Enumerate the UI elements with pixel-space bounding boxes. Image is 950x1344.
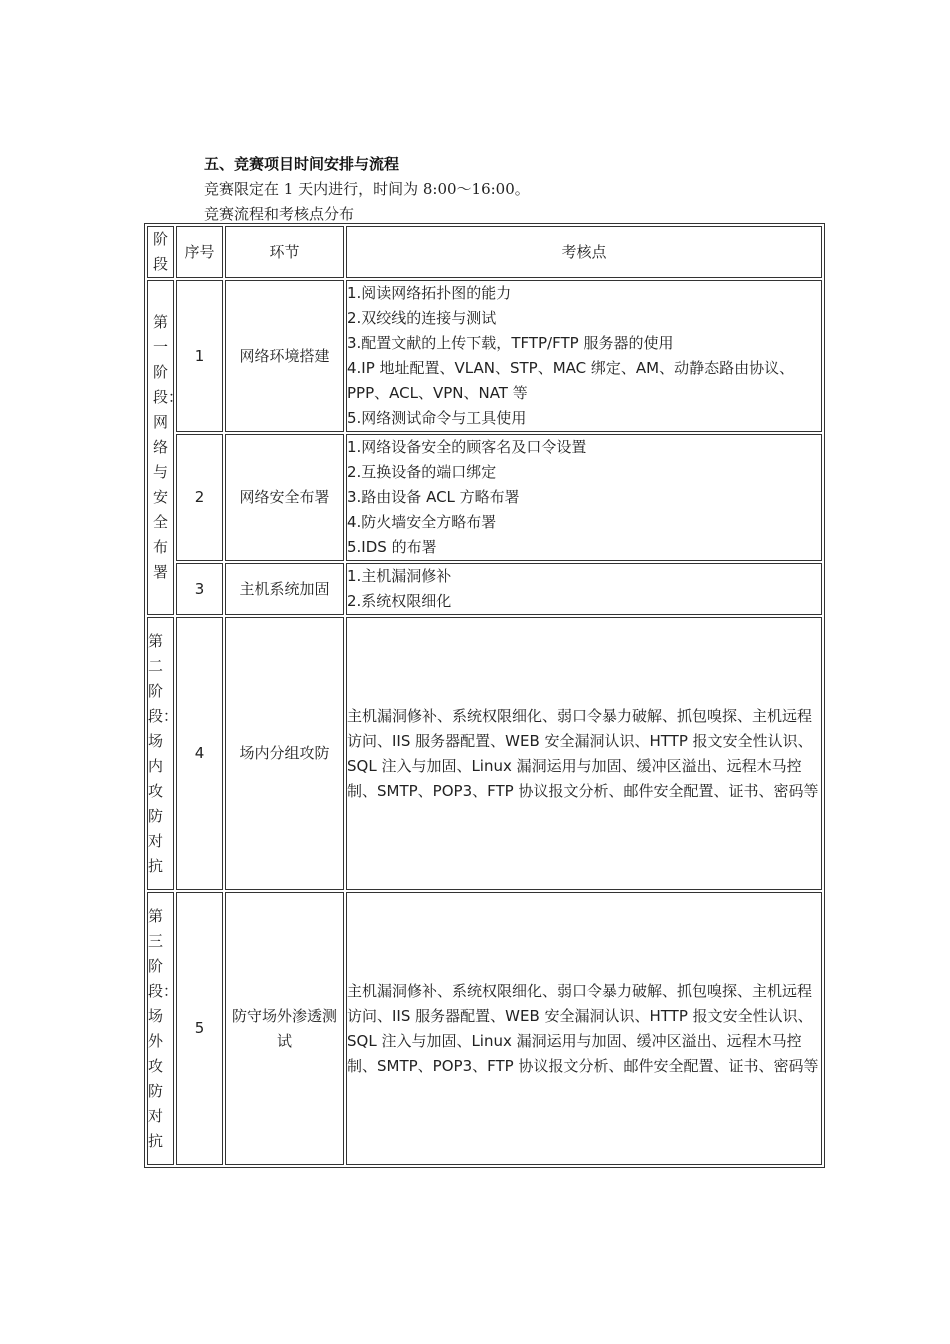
header-segment: 环节 <box>225 226 344 278</box>
row-points: 1.阅读网络拓扑图的能力 2.双绞线的连接与测试 3.配置文献的上传下载，TFTP/FTP 服务器的使用 4.IP 地址配置、VLAN、STP、MAC 绑定、AM、动静态路由协议、PPP、ACL、VPN、NAT 等 5.网络测试命令与工具使用 <box>346 280 822 432</box>
row-segment: 网络安全布署 <box>225 434 344 561</box>
stage-3-cell: 第三阶段：场外攻防对抗 <box>147 892 174 1165</box>
table-row <box>147 892 822 1165</box>
intro-line: 竞赛限定在 1 天内进行，时间为 8:00～16:00。 <box>204 180 530 198</box>
row-segment: 主机系统加固 <box>225 563 344 615</box>
row-number: 1 <box>176 280 223 432</box>
row-points: 主机漏洞修补、系统权限细化、弱口令暴力破解、抓包嗅探、主机远程访问、IIS 服务器配置、WEB 安全漏洞认识、HTTP 报文安全性认识、SQL 注入与加固、Linux 漏洞运用与加固、缓冲区溢出、远程木马控制、SMTP、POP3、FTP 协议报文分析、邮件安全配置、证书、密码等 <box>346 617 822 890</box>
row-number: 3 <box>176 563 223 615</box>
stage-1-cell: 第一阶段：网络与安全布署 <box>147 280 174 615</box>
table-caption: 竞赛流程和考核点分布 <box>204 205 355 223</box>
row-number: 4 <box>176 617 223 890</box>
row-number: 5 <box>176 892 223 1165</box>
table-row <box>147 617 822 890</box>
table-header-row <box>147 226 822 278</box>
header-points: 考核点 <box>346 226 822 278</box>
competition-schedule-table <box>144 223 825 1168</box>
row-points: 主机漏洞修补、系统权限细化、弱口令暴力破解、抓包嗅探、主机远程访问、IIS 服务器配置、WEB 安全漏洞认识、HTTP 报文安全性认识、SQL 注入与加固、Linux 漏洞运用与加固、缓冲区溢出、远程木马控制、SMTP、POP3、FTP 协议报文分析、邮件安全配置、证书、密码等 <box>346 892 822 1165</box>
table-row <box>147 563 822 615</box>
row-points: 1.主机漏洞修补 2.系统权限细化 <box>346 563 822 615</box>
header-stage: 阶段 <box>147 226 174 278</box>
stage-2-cell: 第二阶段：场内攻防对抗 <box>147 617 174 890</box>
row-segment: 场内分组攻防 <box>225 617 344 890</box>
row-segment: 防守场外渗透测试 <box>225 892 344 1165</box>
header-number: 序号 <box>176 226 223 278</box>
row-points: 1.网络设备安全的顾客名及口令设置 2.互换设备的端口绑定 3.路由设备 ACL 方略布署 4.防火墙安全方略布署 5.IDS 的布署 <box>346 434 822 561</box>
row-number: 2 <box>176 434 223 561</box>
table-row <box>147 434 822 561</box>
row-segment: 网络环境搭建 <box>225 280 344 432</box>
table-row <box>147 280 822 432</box>
section-title: 五、竞赛项目时间安排与流程 <box>204 155 400 173</box>
